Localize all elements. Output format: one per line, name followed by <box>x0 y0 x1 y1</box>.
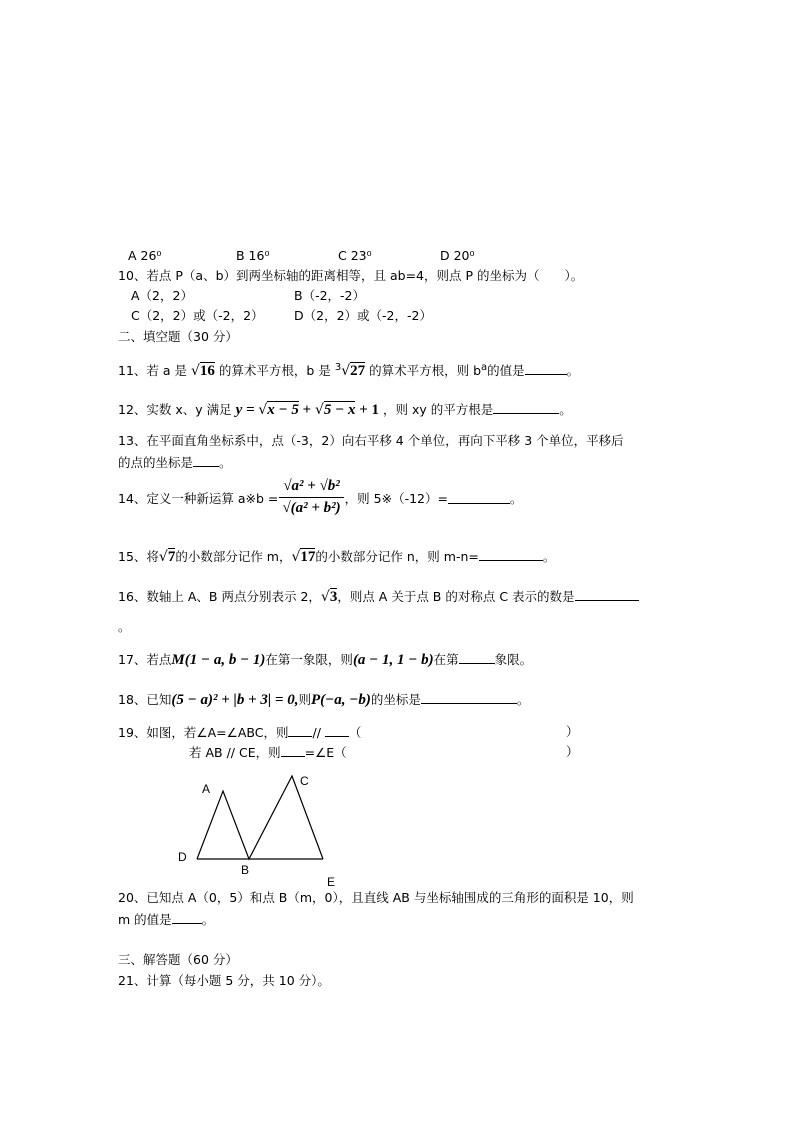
text: 在第 <box>433 652 459 667</box>
text: // <box>312 725 321 740</box>
text: 12、实数 x、y 满足 <box>118 402 232 417</box>
denominator: √(a² + b²) <box>282 500 341 516</box>
answer-blank[interactable] <box>479 548 543 561</box>
radicand: 7 <box>167 549 176 565</box>
sqrt-icon: √ <box>191 363 200 380</box>
sqrt-icon: √ <box>291 549 301 565</box>
option-d: D 20⁰ <box>440 248 475 263</box>
q10-text: 10、若点 P（a、b）到两坐标轴的距离相等，且 ab=4，则点 P 的坐标为（ ）。 <box>118 268 584 283</box>
text: 则 <box>298 692 311 707</box>
text: 在第一象限，则 <box>265 652 353 667</box>
q18 <box>118 691 529 708</box>
q14 <box>118 478 522 517</box>
text: 16、数轴上 A、B 两点分别表示 2， <box>118 589 321 604</box>
text: ，则点 A 关于点 B 的对称点 C 表示的数是 <box>337 589 575 604</box>
option-a: A 26⁰ <box>128 248 162 263</box>
option-b: B 16⁰ <box>236 248 270 263</box>
section-heading-2: 二、填空题（30 分） <box>118 329 238 344</box>
q11 <box>118 360 579 379</box>
numerator: √a² + √b² <box>279 478 344 498</box>
math: = <box>242 402 259 418</box>
text: 18、已知 <box>118 692 172 707</box>
text: 。 <box>509 490 523 506</box>
radicand: 17 <box>300 549 316 565</box>
q20-line1: 20、已知点 A（0，5）和点 B（m，0），且直线 AB 与坐标轴围成的三角形的面积是 10，则 <box>118 890 634 905</box>
text: 象限。 <box>494 652 533 667</box>
answer-blank[interactable] <box>575 588 639 601</box>
root-index: 3 <box>334 362 342 373</box>
text: ） <box>566 724 579 739</box>
option-b: B（-2，-2） <box>294 288 366 303</box>
option-a: A（2，2） <box>131 288 193 303</box>
math: + 1 <box>355 402 380 418</box>
text: 的小数部分记作 m， <box>175 549 292 564</box>
text: 的值是 <box>487 363 525 379</box>
radicand: 16 <box>199 363 215 380</box>
answer-blank[interactable] <box>172 911 202 924</box>
q10-options-row2 <box>131 308 432 324</box>
radicand: 5 − x <box>323 402 356 418</box>
text: 的坐标是 <box>370 692 421 707</box>
q16 <box>118 588 639 605</box>
answer-blank[interactable] <box>459 651 495 664</box>
q13-line1: 13、在平面直角坐标系中，点（-3，2）向右平移 4 个单位，再向下平移 3 个单位，平移后 <box>118 433 624 448</box>
text: 。 <box>542 549 556 564</box>
q10-options-row1 <box>131 288 366 304</box>
triangle-figure <box>170 765 350 895</box>
q15 <box>118 548 555 565</box>
text: 。 <box>219 455 232 470</box>
radicand: 3 <box>329 589 338 605</box>
text: m 的值是 <box>118 912 172 927</box>
text: 的小数部分记作 n，则 m-n= <box>315 549 479 564</box>
sqrt-icon: √ <box>258 402 268 418</box>
text: 。 <box>566 363 580 379</box>
answer-blank[interactable] <box>281 744 305 757</box>
answer-blank[interactable] <box>421 691 517 704</box>
q13-line2 <box>118 454 232 471</box>
q21: 21、计算（每小题 5 分，共 10 分）。 <box>118 973 330 988</box>
math: (a − 1, 1 − b) <box>352 652 434 668</box>
math: (5 − a)² + |b + 3| = 0, <box>171 692 299 708</box>
q19-line2 <box>189 744 578 761</box>
text: 14、定义一种新运算 a※b = <box>118 490 279 506</box>
text: ） <box>566 744 579 759</box>
label-d: D <box>178 850 187 864</box>
sqrt-icon: √ <box>314 402 324 418</box>
math: y <box>235 402 243 418</box>
math: M(1 − a, b − 1) <box>171 652 266 668</box>
fraction <box>278 478 344 517</box>
label-c: C <box>300 774 309 788</box>
label-a: A <box>202 782 211 796</box>
triangle-lines <box>197 776 323 859</box>
q16-end: 。 <box>118 619 131 634</box>
exponent: a <box>481 362 488 373</box>
section-heading-3: 三、解答题（60 分） <box>118 952 238 967</box>
label-e: E <box>327 875 336 889</box>
label-b: B <box>241 863 250 877</box>
text: ，则 xy 的平方根是 <box>383 402 494 417</box>
sqrt-icon: √ <box>341 363 351 380</box>
text: 若 AB // CE，则 <box>189 745 281 760</box>
text: 。 <box>516 692 530 707</box>
radicand: x − 5 <box>267 402 299 418</box>
text: （ <box>348 725 362 740</box>
option-c: C 23⁰ <box>338 248 372 263</box>
q19-line1 <box>118 724 578 741</box>
sqrt-icon: √ <box>158 549 168 565</box>
text: 的点的坐标是 <box>118 455 194 470</box>
q20-line2 <box>118 911 214 928</box>
text: ，则 5※（-12）= <box>344 490 448 506</box>
option-d: D（2，2）或（-2，-2） <box>294 308 432 323</box>
answer-blank[interactable] <box>525 362 567 375</box>
text: 的算术平方根，则 b <box>369 363 482 379</box>
text: =∠E（ <box>304 745 347 760</box>
text: 15、将 <box>118 549 159 564</box>
text: 17、若点 <box>118 652 172 667</box>
answer-blank[interactable] <box>193 454 219 467</box>
math: P(−a, −b) <box>311 692 371 708</box>
text: 11、若 a 是 <box>118 363 188 379</box>
answer-blank[interactable] <box>448 491 510 504</box>
q12 <box>118 401 572 418</box>
text: 。 <box>201 912 215 927</box>
text: 的算术平方根，b 是 <box>218 363 331 379</box>
text: 19、如图，若∠A=∠ABC，则 <box>118 725 289 740</box>
q17 <box>118 651 532 668</box>
q9-options <box>128 248 475 264</box>
sqrt-icon: √ <box>320 589 330 605</box>
radicand: 27 <box>350 363 366 380</box>
answer-blank[interactable] <box>493 401 559 414</box>
math: + <box>298 402 315 418</box>
answer-blank[interactable] <box>325 724 349 737</box>
answer-blank[interactable] <box>288 724 312 737</box>
text: 。 <box>559 402 572 417</box>
option-c: C（2，2）或（-2，2） <box>131 308 264 323</box>
